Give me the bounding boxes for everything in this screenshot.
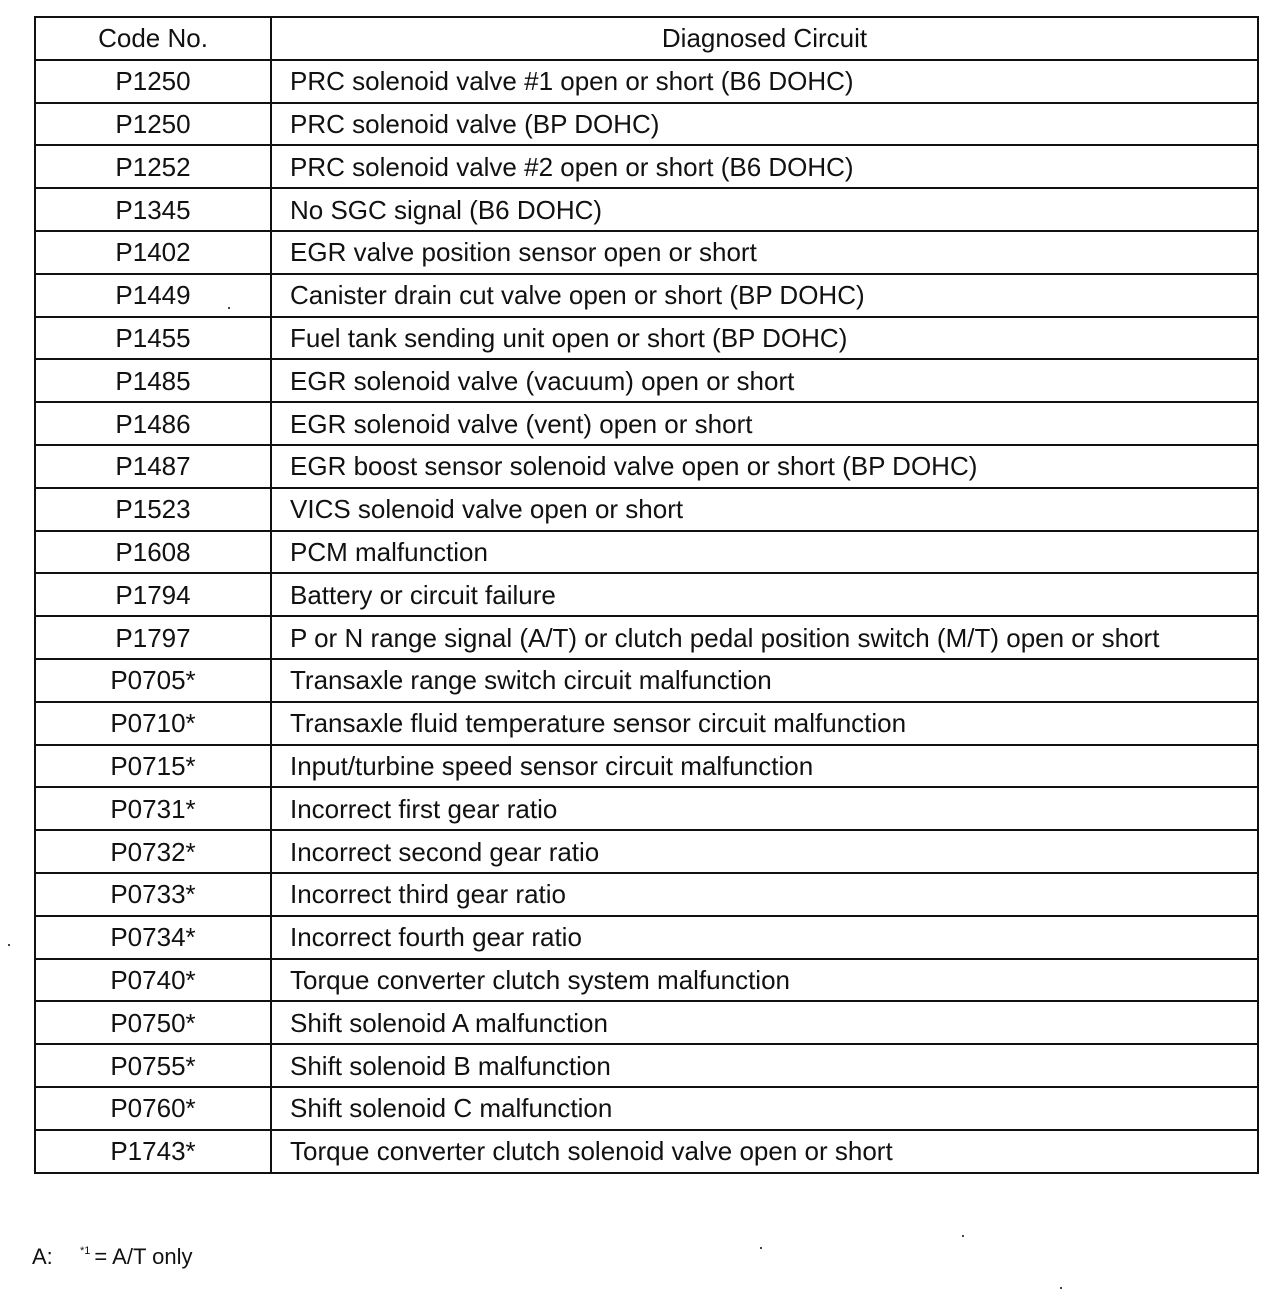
table-row (35, 787, 1258, 830)
circuit-cell: PRC solenoid valve #2 open or short (B6 DOHC) (271, 145, 1258, 188)
table-row (35, 145, 1258, 188)
table-row (35, 1087, 1258, 1130)
circuit-cell: No SGC signal (B6 DOHC) (271, 188, 1258, 231)
code-cell: P1794 (35, 573, 271, 616)
code-cell: P0731* (35, 787, 271, 830)
table-row (35, 488, 1258, 531)
table-row (35, 873, 1258, 916)
scan-speck (8, 944, 10, 946)
code-cell: P0755* (35, 1044, 271, 1087)
circuit-cell: P or N range signal (A/T) or clutch pedal position switch (M/T) open or short (271, 616, 1258, 659)
table-row (35, 445, 1258, 488)
code-cell: P0760* (35, 1087, 271, 1130)
code-cell: P1486 (35, 402, 271, 445)
circuit-cell: EGR solenoid valve (vacuum) open or short (271, 359, 1258, 402)
table-row (35, 359, 1258, 402)
code-cell: P1455 (35, 317, 271, 360)
table-row (35, 1130, 1258, 1173)
table-row (35, 317, 1258, 360)
code-cell: P1252 (35, 145, 271, 188)
circuit-cell: Incorrect second gear ratio (271, 830, 1258, 873)
circuit-cell: Shift solenoid B malfunction (271, 1044, 1258, 1087)
code-cell: P1402 (35, 231, 271, 274)
code-cell: P1523 (35, 488, 271, 531)
code-cell: P0705* (35, 659, 271, 702)
scan-speck (962, 1235, 964, 1237)
circuit-cell: Canister drain cut valve open or short (BP DOHC) (271, 274, 1258, 317)
circuit-cell: VICS solenoid valve open or short (271, 488, 1258, 531)
code-cell: P0750* (35, 1001, 271, 1044)
code-cell: P1487 (35, 445, 271, 488)
circuit-cell: Shift solenoid C malfunction (271, 1087, 1258, 1130)
table-row (35, 573, 1258, 616)
diagnostic-code-table (34, 16, 1259, 1174)
circuit-cell: PRC solenoid valve (BP DOHC) (271, 103, 1258, 146)
scan-speck (760, 1247, 762, 1249)
circuit-cell: Battery or circuit failure (271, 573, 1258, 616)
circuit-cell: Transaxle fluid temperature sensor circuit malfunction (271, 702, 1258, 745)
code-cell: P1449 (35, 274, 271, 317)
table-row (35, 702, 1258, 745)
circuit-cell: EGR boost sensor solenoid valve open or short (BP DOHC) (271, 445, 1258, 488)
circuit-cell: Fuel tank sending unit open or short (BP DOHC) (271, 317, 1258, 360)
table-row (35, 959, 1258, 1002)
circuit-cell: Incorrect fourth gear ratio (271, 916, 1258, 959)
table-row (35, 1001, 1258, 1044)
code-cell: P0740* (35, 959, 271, 1002)
code-cell: P0715* (35, 745, 271, 788)
circuit-cell: Incorrect first gear ratio (271, 787, 1258, 830)
footnote (32, 1244, 192, 1270)
table-body (35, 60, 1258, 1173)
table-row (35, 274, 1258, 317)
code-cell: P0710* (35, 702, 271, 745)
table-row (35, 1044, 1258, 1087)
table-row (35, 745, 1258, 788)
code-cell: P0734* (35, 916, 271, 959)
footnote-marker: *1 (80, 1245, 91, 1257)
circuit-cell: PCM malfunction (271, 531, 1258, 574)
table-header-row (35, 17, 1258, 60)
code-cell: P1250 (35, 60, 271, 103)
code-cell: P1797 (35, 616, 271, 659)
table-row (35, 402, 1258, 445)
circuit-cell: Shift solenoid A malfunction (271, 1001, 1258, 1044)
footnote-label: A: (32, 1244, 53, 1269)
code-cell: P0733* (35, 873, 271, 916)
table-row (35, 916, 1258, 959)
table-row (35, 103, 1258, 146)
code-cell: P1485 (35, 359, 271, 402)
table-row (35, 188, 1258, 231)
circuit-cell: PRC solenoid valve #1 open or short (B6 DOHC) (271, 60, 1258, 103)
table-row (35, 616, 1258, 659)
circuit-cell: EGR solenoid valve (vent) open or short (271, 402, 1258, 445)
code-cell: P1743* (35, 1130, 271, 1173)
table-row (35, 830, 1258, 873)
circuit-cell: EGR valve position sensor open or short (271, 231, 1258, 274)
scan-speck (1060, 1287, 1062, 1289)
scan-speck (228, 307, 230, 309)
table-row (35, 659, 1258, 702)
table-row (35, 531, 1258, 574)
code-cell: P1345 (35, 188, 271, 231)
code-cell: P1608 (35, 531, 271, 574)
footnote-text: = A/T only (94, 1244, 193, 1269)
table-row (35, 60, 1258, 103)
circuit-cell: Incorrect third gear ratio (271, 873, 1258, 916)
circuit-cell: Input/turbine speed sensor circuit malfunction (271, 745, 1258, 788)
circuit-cell: Torque converter clutch solenoid valve open or short (271, 1130, 1258, 1173)
header-code-no: Code No. (35, 17, 271, 60)
header-diagnosed-circuit: Diagnosed Circuit (271, 17, 1258, 60)
circuit-cell: Transaxle range switch circuit malfunction (271, 659, 1258, 702)
table-row (35, 231, 1258, 274)
code-cell: P1250 (35, 103, 271, 146)
circuit-cell: Torque converter clutch system malfunction (271, 959, 1258, 1002)
code-cell: P0732* (35, 830, 271, 873)
